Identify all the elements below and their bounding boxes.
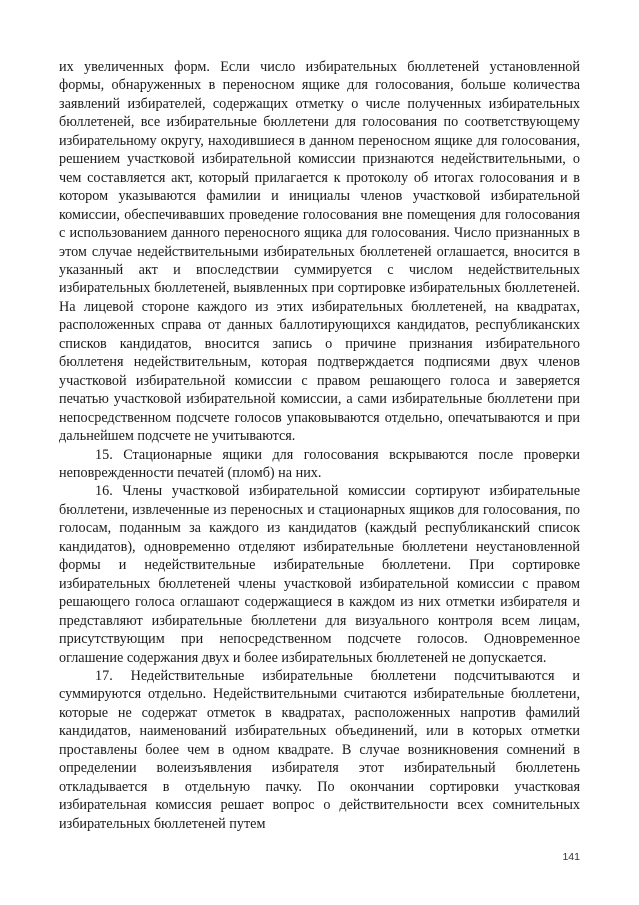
page-number: 141 bbox=[562, 851, 580, 863]
document-page bbox=[59, 58, 580, 833]
paragraph-15: 15. Стационарные ящики для голосования вскрываются после проверки неповрежденности печатей (пломб) на них. bbox=[59, 446, 580, 481]
paragraph-14-continued: их увеличенных форм. Если число избирательных бюллетеней установленной формы, обнаруженных в переносном ящике для голосования, больше количества заявлений избирателей, содержащих отметку о числе полученных избирательных бюллетеней, все избирательные бюллетени для голосования по соответствующему избирательному округу, находившиеся в данном переносном ящике для голосования, решением участковой избирательной комиссии признаются недействительными, о чем составляется акт, который прилагается к протоколу об итогах голосования и в котором указываются фамилии и инициалы членов участковой избирательной комиссии, обеспечивавших проведение голосования вне помещения для голосования с использованием данного переносного ящика для голосования. Число признанных в этом случае недействительными избирательных бюллетеней оглашается, вносится в указанный акт и впоследствии суммируется с числом недействительных избирательных бюллетеней, выявленных при сортировке избирательных бюллетеней. На лицевой стороне каждого из этих избирательных бюллетеней, на квадратах, расположенных справа от данных баллотирующихся кандидатов, республиканских списков кандидатов, вносится запись о причине признания избирательного бюллетеня недействительным, которая подтверждается подписями двух членов участковой избирательной комиссии с правом решающего голоса и заверяется печатью участковой избирательной комиссии, а сами избирательные бюллетени при непосредственном подсчете голосов упаковываются отдельно, опечатываются и при дальнейшем подсчете не учитываются. bbox=[59, 59, 580, 445]
paragraph-17: 17. Недействительные избирательные бюллетени подсчитываются и суммируются отдельно. Недействительными считаются избирательные бюллетени, которые не содержат отметок в квадратах, расположенных напротив фамилий кандидатов, наименований избирательных объединений, или в которых отметки проставлены более чем в одном квадрате. В случае возникновения сомнений в определении волеизъявления избирателя этот избирательный бюллетень откладывается в отдельную пачку. По окончании сортировки участковая избирательная комиссия решает вопрос о действительности всех сомнительных избирательных бюллетеней путем bbox=[59, 667, 580, 832]
paragraph-16: 16. Члены участковой избирательной комиссии сортируют избирательные бюллетени, извлеченные из переносных и стационарных ящиков для голосования, по голосам, поданным за каждого из кандидатов (каждый республиканский список кандидатов), одновременно отделяют избирательные бюллетени неустановленной формы и недействительные избирательные бюллетени. При сортировке избирательных бюллетеней члены участковой избирательной комиссии с правом решающего голоса оглашают содержащиеся в каждом из них отметки избирателя и представляют избирательные бюллетени для визуального контроля всем лицам, присутствующим при непосредственном подсчете голосов. Одновременное оглашение содержания двух и более избирательных бюллетеней не допускается. bbox=[59, 483, 580, 666]
